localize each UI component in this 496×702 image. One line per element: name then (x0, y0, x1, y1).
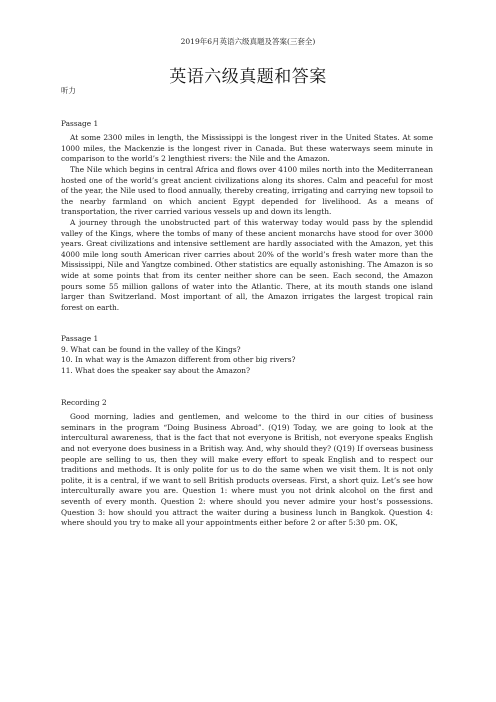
recording-2 (61, 398, 433, 529)
page-title: 英语六级真题和答案 (169, 67, 327, 87)
questions-heading: Passage 1 (61, 334, 99, 344)
section-label: 听力 (61, 86, 76, 95)
passage-1-paragraph-3: A journey through the unobstructed part of this waterway today would pass by the splendid valley of the Kings, where the tombs of many of these ancient monarchs have stood for over 3000 years. Great civilizations and intensive settlement are hardly associated with the Amazon, yet this 4000 mile long south American river carries about 20% of the world’s fresh water more than the Mississippi, Nile and Yangtze combined. Other statistics are equally astonishing. The Amazon is so wide at some points that from its center neither shore can be seen. Each second, the Amazon pours some 55 million gallons of water into the Atlantic. There, at its mouth stands one island larger than Switzerland. Most important of all, the Amazon irrigates the largest tropical rain forest on earth. (61, 217, 433, 312)
recording-2-paragraph-1: Good morning, ladies and gentlemen, and welcome to the third in our cities of business seminars in the program “Doing Business Abroad”. (Q19) Today, we are going to look at the intercultural awareness, that is the fact that not everyone is British, not everyone speaks English and not everyone does business in a British way. And, why should they? (Q19) If overseas business people are selling to us, then they will make every effort to speak English and to respect our traditions and methods. It is only polite for us to do the same when we visit them. It is not only polite, it is a central, if we want to sell British products overseas. First, a short quiz. Let’s see how interculturally aware you are. Question 1: where must you not drink alcohol on the first and seventh of every month. Question 2: where should you never admire your host’s possessions. Question 3: how should you attract the waiter during a business lunch in Bangkok. Question 4: where should you try to make all your appointments either before 2 or after 5:30 pm. OK, (61, 412, 433, 528)
question-9: 9. What can be found in the valley of the Kings? (61, 344, 241, 354)
passage-1-heading: Passage 1 (61, 118, 99, 128)
spacer (61, 313, 433, 334)
running-header: 2019年6月英语六级真题及答案(三套全) (180, 37, 316, 46)
question-10: 10. In what way is the Amazon different from other big rivers? (61, 355, 296, 365)
document-body (61, 86, 433, 529)
passage-1-questions (61, 334, 433, 376)
recording-2-heading: Recording 2 (61, 397, 107, 407)
spacer (61, 377, 433, 398)
passage-1-paragraph-2: The Nile which begins in central Africa and flows over 4100 miles north into the Mediterranean hosted one of the world’s great ancient civilizations along its shores. Calm and peaceful for most of the year, the Nile used to flood annually, thereby creating, irrigating and carrying new topsoil to the nearby farmland on which ancient Egypt depended for livelihood. As a means of transportation, the river carried various vessels up and down its length. (61, 164, 433, 217)
passage-1 (61, 119, 433, 314)
passage-1-paragraph-1: At some 2300 miles in length, the Mississippi is the longest river in the United States. At some 1000 miles, the Mackenzie is the longest river in Canada. But these waterways seem minute in comparison to the world’s 2 lengthiest rivers: the Nile and the Amazon. (61, 133, 433, 164)
question-11: 11. What does the speaker say about the Amazon? (61, 366, 251, 376)
spacer (61, 97, 433, 119)
